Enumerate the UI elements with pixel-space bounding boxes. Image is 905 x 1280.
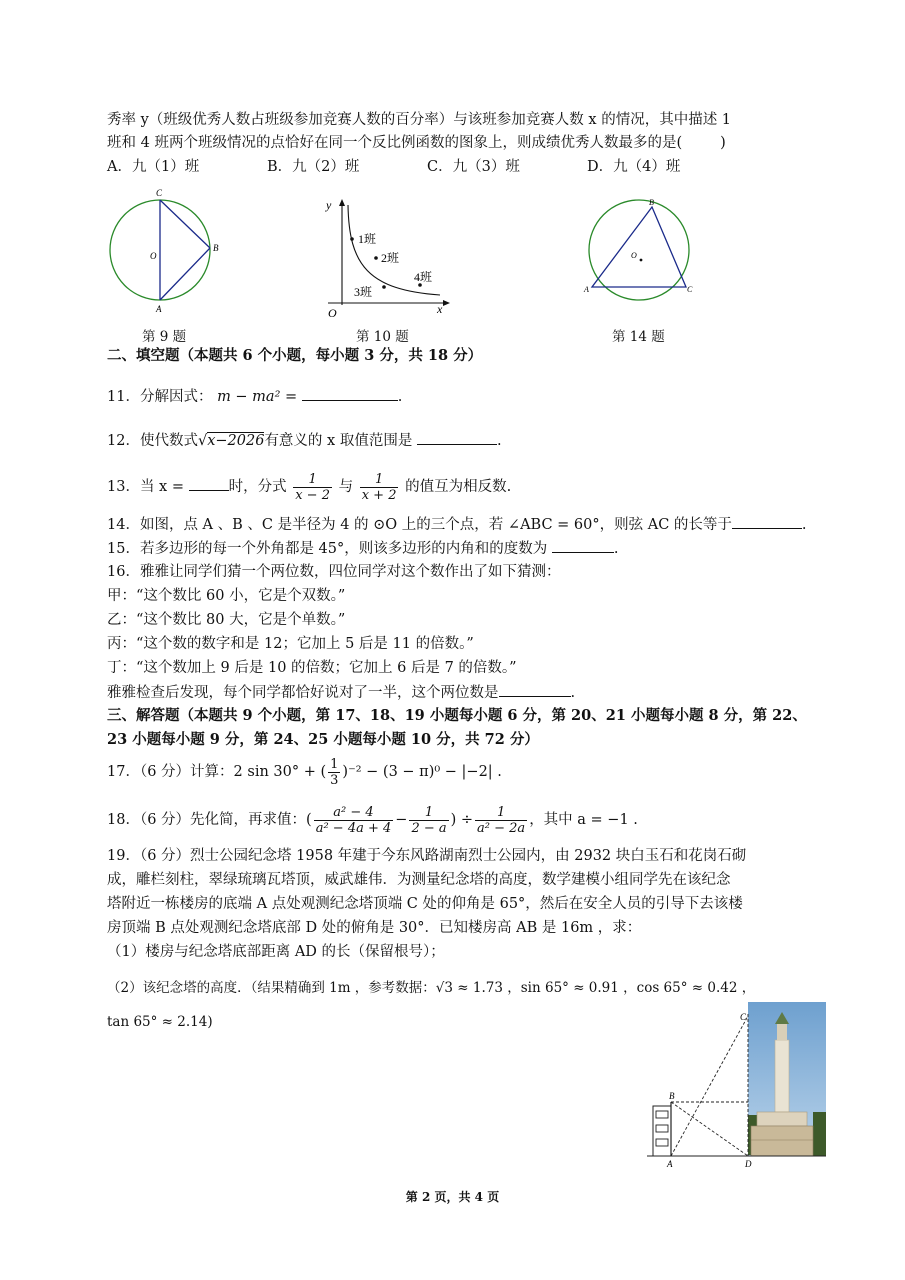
q18 <box>107 802 638 838</box>
page-footer: 第 2 页，共 4 页 <box>405 1190 500 1204</box>
fig10-label-3: 3班 <box>354 285 373 299</box>
fig9-label-c: C <box>156 188 163 198</box>
q16-bing: 丙：“这个数的数字和是 12；它加上 5 后是 11 的倍数。” <box>107 636 474 652</box>
fig10-label-x: x <box>437 302 443 316</box>
q18-frac1 <box>314 805 394 836</box>
tower-shaft <box>775 1040 789 1112</box>
q19-part3: tan 65° ≈ 2.14) <box>107 1014 213 1030</box>
q16-ding: 丁：“这个数加上 9 后是 10 的倍数；它加上 6 后是 7 的倍数。” <box>107 660 517 676</box>
q10-line2 <box>107 133 726 153</box>
q12-text2: 有意义的 x 取值范围是 <box>264 433 413 449</box>
q12-radicand: x−2026 <box>207 433 265 449</box>
q15-end: . <box>613 541 619 557</box>
trees-right <box>813 1112 826 1156</box>
q10-option-d: D．九（4）班 <box>587 159 681 175</box>
q13-frac2 <box>360 472 399 503</box>
q13-frac1-num: 1 <box>293 472 332 488</box>
q17-frac <box>328 757 340 788</box>
q19-line1: 19．（6 分）烈士公园纪念塔 1958 年建于今东风路湖南烈士公园内，由 2932 块白玉石和花岗石砌 <box>107 848 747 864</box>
q13-frac1 <box>293 472 332 503</box>
q13-text: 13．当 x = <box>107 479 184 495</box>
section2-title: 二、填空题（本题共 6 个小题，每小题 3 分，共 18 分） <box>107 347 483 364</box>
q10-option-a: A．九（1）班 <box>107 159 200 175</box>
q18-frac2 <box>409 805 448 836</box>
q15 <box>107 538 618 559</box>
fig19-label-d: D <box>745 1159 752 1169</box>
fig9-label-b: B <box>213 243 219 253</box>
fig19-label-a: A <box>667 1159 673 1169</box>
tower-platform <box>751 1126 813 1156</box>
fig10-label-y: y <box>326 198 332 212</box>
q18-text: 18．（6 分）先化简，再求值：( <box>107 812 312 828</box>
q10-line2-text: 班和 4 班两个班级情况的点恰好在同一个反比例函数的图象上，则成绩优秀人数最多的是( <box>107 135 683 151</box>
q13-frac2-den: x + 2 <box>361 487 397 503</box>
q11-expr: m − ma² = <box>217 389 298 405</box>
q16-end-text: 雅雅检查后发现，每个同学都恰好说对了一半，这个两位数是 <box>107 685 499 701</box>
fig9-label-o: O <box>150 251 157 261</box>
q10-option-c: C．九（3）班 <box>427 159 520 175</box>
tower-base <box>757 1112 807 1126</box>
q19-line3: 塔附近一栋楼房的底端 A 点处观测纪念塔顶端 C 处的仰角是 65°，然后在安全人员的引导下去该楼 <box>107 896 743 912</box>
q10-line1: 秀率 y（班级优秀人数占班级参加竞赛人数的百分率）与该班参加竞赛人数 x 的情况，其中描述 1 <box>107 112 732 128</box>
q18-frac3 <box>475 805 527 836</box>
q12-text: 12．使代数式 <box>107 433 198 449</box>
q13-text2: 时，分式 <box>228 479 287 495</box>
q14-end: . <box>801 517 807 533</box>
figure-19 <box>645 1000 830 1170</box>
q12-end: . <box>496 433 502 449</box>
q15-text: 15．若多边形的每一个外角都是 45°，则该多边形的内角和的度数为 <box>107 541 548 557</box>
fig10-label-o: O <box>328 306 337 320</box>
q10-options <box>107 157 747 177</box>
q19-part1: （1）楼房与纪念塔底部距离 AD 的长（保留根号）； <box>107 944 445 960</box>
fig9-label-a: A <box>156 304 162 314</box>
fig14-label-b: B <box>649 198 654 207</box>
q16-blank[interactable] <box>499 682 571 697</box>
q18-frac1-num: a² − 4 <box>314 805 394 821</box>
q11-text: 11．分解因式： <box>107 389 213 405</box>
q17-text: 17．（6 分）计算： <box>107 764 234 780</box>
q18-end: ，其中 a = −1 . <box>529 812 638 828</box>
q17-frac-den: 3 <box>330 772 339 788</box>
q14 <box>107 514 807 535</box>
q11-end: . <box>397 389 403 405</box>
q18-frac3-num: 1 <box>475 805 527 821</box>
figure-9 <box>100 185 225 315</box>
q16-yi: 乙：“这个数比 80 大，它是个单数。” <box>107 612 346 628</box>
fig19-label-c: C <box>740 1012 747 1022</box>
q18-frac2-den: 2 − a <box>411 820 447 836</box>
q17 <box>107 756 502 788</box>
q10-line2-end: ) <box>720 135 726 151</box>
fig10-label-1: 1班 <box>358 232 377 246</box>
q13-end: 的值互为相反数. <box>405 479 512 495</box>
q11-blank[interactable] <box>302 386 398 401</box>
q10-option-b: B．九（2）班 <box>267 159 360 175</box>
section3-line1: 三、解答题（本题共 9 个小题，第 17、18、19 小题每小题 6 分，第 20、21 小题每小题 8 分，第 22、 <box>107 707 807 724</box>
q14-text: 14．如图，点 A 、B 、C 是半径为 4 的 ⊙O 上的三个点，若 ∠ABC = 60°，则弦 AC 的长等于 <box>107 517 732 533</box>
q16-end <box>107 682 575 703</box>
q16-jia: 甲：“这个数比 60 小，它是个双数。” <box>107 588 346 604</box>
fig14-label-o: O <box>631 251 637 260</box>
q13 <box>107 470 511 504</box>
sqrt-symbol: √ <box>197 433 208 449</box>
q12 <box>107 430 502 451</box>
figure-10 <box>318 195 458 320</box>
q17-expr2: )⁻² − (3 − π)⁰ − |−2| . <box>342 764 502 780</box>
tower-top <box>777 1022 787 1040</box>
fig10-label-4: 4班 <box>414 270 433 284</box>
fig19-label-b: B <box>669 1091 675 1101</box>
q13-frac2-num: 1 <box>360 472 399 488</box>
q17-frac-num: 1 <box>330 756 339 772</box>
q13-blank[interactable] <box>189 476 229 491</box>
q18-div: ) ÷ <box>450 812 474 828</box>
figure-10-caption: 第 10 题 <box>356 329 409 345</box>
fig14-label-a: A <box>584 285 589 294</box>
fig14-label-c: C <box>687 285 693 294</box>
q18-frac3-den: a² − 2a <box>477 820 526 836</box>
q19-line2: 成，雕栏刻柱，翠绿琉璃瓦塔顶，威武雄伟．为测量纪念塔的高度，数学建模小组同学先在该纪念 <box>107 872 731 888</box>
q18-frac1-den: a² − 4a + 4 <box>315 820 392 836</box>
q16-end-dot: . <box>570 685 576 701</box>
section3-line2: 23 小题每小题 9 分，第 24、25 小题每小题 10 分，共 72 分） <box>107 731 539 748</box>
q18-minus: − <box>395 812 408 828</box>
figure-9-caption: 第 9 题 <box>142 329 187 345</box>
q14-blank[interactable] <box>732 514 802 529</box>
q15-blank[interactable] <box>552 538 614 553</box>
q13-mid: 与 <box>338 479 354 495</box>
figure-14 <box>580 195 700 305</box>
q16-intro: 16．雅雅让同学们猜一个两位数，四位同学对这个数作出了如下猜测： <box>107 564 561 580</box>
q18-frac2-num: 1 <box>409 805 448 821</box>
q12-blank[interactable] <box>417 430 497 445</box>
q11 <box>107 386 402 407</box>
figure-14-caption: 第 14 题 <box>612 329 665 345</box>
q19-line4: 房顶端 B 点处观测纪念塔底部 D 处的俯角是 30°．已知楼房高 AB 是 16m ，求： <box>107 920 642 936</box>
q19-part2: （2）该纪念塔的高度．（结果精确到 1m ，参考数据：√3 ≈ 1.73 ，sin 65° ≈ 0.91 ，cos 65° ≈ 0.42 ， <box>107 980 756 996</box>
fig10-label-2: 2班 <box>381 251 400 265</box>
q13-frac1-den: x − 2 <box>295 487 330 503</box>
q17-expr1: 2 sin 30° + ( <box>233 764 327 780</box>
